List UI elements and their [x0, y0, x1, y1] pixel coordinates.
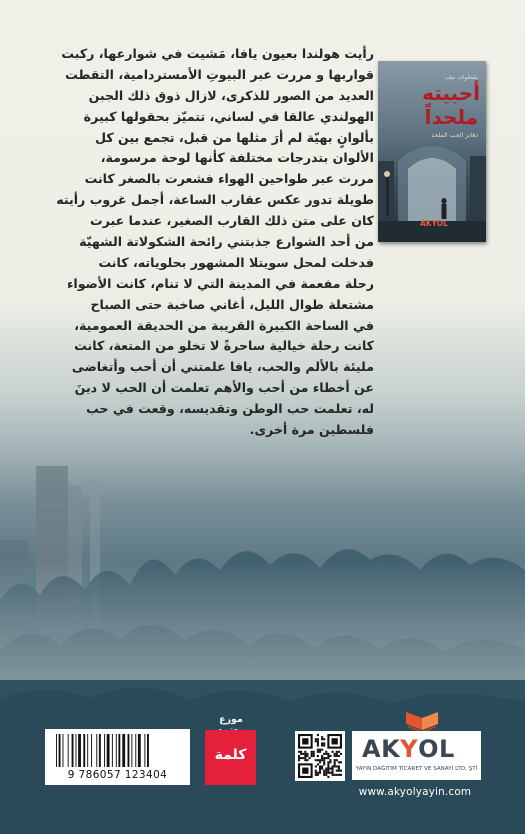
qr-code-icon: [298, 734, 342, 778]
blurb-line: فدخلت لمحل سويتلا المشهور بحلوياته، كانت: [98, 254, 374, 270]
publisher-name-highlight: Y: [400, 735, 419, 763]
blurb-line: رأيت هولندا بعيون يافا، مَشيت في شوارعها، ركبت: [61, 46, 374, 61]
distributor-label: موزع: [219, 714, 243, 725]
publisher-website: www.akyolyayin.com: [358, 786, 472, 798]
distributor-logo: كلمة: [205, 730, 256, 785]
blurb-line: الهولندي عالقا في لساني، تتميّز بحقولها كبيرة: [83, 108, 374, 124]
publisher-name-suffix: OL: [418, 735, 455, 763]
isbn-number: 9 786057 123404: [67, 769, 168, 781]
blurb-line: كانت رحلة خيالية ساحرةً لا تخلو من المتعة، كانت: [74, 338, 374, 354]
blurb-line: من أحد الشوارع جذبتني رائحة الشكولاتة الشهيّة: [79, 234, 374, 250]
thumbnail-title-line1: أحبيته: [422, 81, 480, 105]
back-cover-blurb: [56, 44, 374, 441]
qr-code-box: [295, 731, 345, 781]
blurb-line: عن أخطاء من أحب والأهم تعلمت أن الحب لا دينَ: [74, 380, 374, 396]
thumbnail-title-line2: ملحداً: [424, 105, 478, 129]
publisher-tagline: YAYIN DAĞITIM TİCARET VE SANAYİ LTD. ŞTİ: [355, 766, 478, 772]
blurb-line: رحلة مفعمة في المدينة التي لا تنام، كانت الأضواء: [66, 275, 374, 291]
blurb-line: مررت عبر طواحين الهواء فشعرت بالصغر كانت: [84, 171, 374, 187]
blurb-line: قواربها و مررت عبر البيوتِ الأمستردامية، التقطت: [65, 66, 374, 82]
blurb-line: طويلة تدور عكس عقارب الساعة، أجمل غروب رأيته: [56, 192, 374, 208]
blurb-line: في الساحة الكبيرة القريبة من الحديقة العمومية،: [74, 317, 374, 333]
blurb-line: مليئة بالألم والحب، يافا علمتني أن أحب وأتغاضى: [71, 359, 374, 375]
blurb-line: الألوان بتدرجات مختلفة كأنها لوحة مرسومة،: [100, 150, 374, 166]
barcode-icon: [54, 734, 181, 767]
front-cover-thumbnail: [378, 61, 486, 242]
blurb-line: كان على متن ذلك القارب الصغير، عندما عبرت: [89, 213, 374, 229]
barcode-box: [45, 729, 190, 785]
thumbnail-author: يقطوف نيف: [444, 73, 478, 81]
blurb-line: العديد من الصور للذكرى، لازال ذوق ذلك الجبن: [88, 87, 374, 103]
publisher-name: [362, 735, 472, 763]
blurb-line: فلسطين مرة أخرى.: [249, 422, 374, 438]
blurb-line: بألوانٍ بهيّة لم أرَ مثلها من قبل، تجمع بين كل: [95, 129, 374, 145]
thumbnail-publisher-logo: AKYOL: [420, 219, 448, 228]
blurb-line: له، تعلمت حب الوطن وتقديسه، وقعت في حب: [86, 401, 374, 417]
thumbnail-subtitle: دفاتر الحب الملحد: [431, 132, 478, 139]
publisher-name-prefix: AK: [362, 735, 401, 763]
blurb-line: مشتعلة طوال الليل، أغاني صاخبة حتى الصباح: [90, 296, 374, 312]
